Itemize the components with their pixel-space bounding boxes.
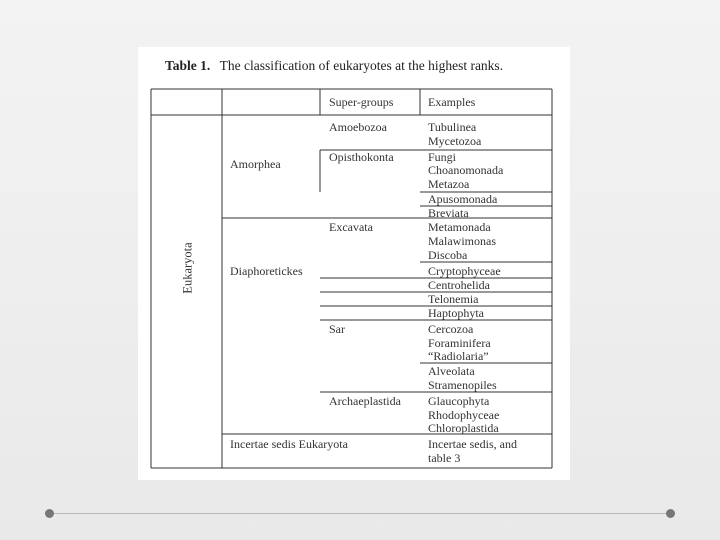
caption-label: Table 1. xyxy=(165,58,211,73)
example-tubulinea: Tubulinea xyxy=(428,120,477,134)
supergroup-amoebozoa: Amoebozoa xyxy=(329,120,387,134)
example-choanomonada: Choanomonada xyxy=(428,163,504,177)
example-breviata: Breviata xyxy=(428,206,469,220)
supergroup-opisthokonta: Opisthokonta xyxy=(329,150,394,164)
supergroup-sar: Sar xyxy=(329,322,345,336)
supergroup-excavata: Excavata xyxy=(329,220,373,234)
example-metamonada: Metamonada xyxy=(428,220,491,234)
example-incertae-sedis: Incertae sedis, and xyxy=(428,437,517,451)
example-foraminifera: Foraminifera xyxy=(428,336,491,350)
example-discoba: Discoba xyxy=(428,248,468,262)
supergroup-archaeplastida: Archaeplastida xyxy=(329,394,401,408)
example-alveolata: Alveolata xyxy=(428,364,475,378)
example-mycetozoa: Mycetozoa xyxy=(428,134,482,148)
example-cercozoa: Cercozoa xyxy=(428,322,474,336)
header-examples: Examples xyxy=(428,95,476,109)
example-telonemia: Telonemia xyxy=(428,292,479,306)
example-stramenopiles: Stramenopiles xyxy=(428,378,497,392)
example-chloroplastida: Chloroplastida xyxy=(428,421,499,435)
example-haptophyta: Haptophyta xyxy=(428,306,484,320)
example-rhodophyceae: Rhodophyceae xyxy=(428,408,500,422)
clade-amorphea: Amorphea xyxy=(230,157,281,171)
example-fungi: Fungi xyxy=(428,150,457,164)
clade-diaphoretickes: Diaphoretickes xyxy=(230,264,303,278)
example-cryptophyceae: Cryptophyceae xyxy=(428,264,501,278)
example-glaucophyta: Glaucophyta xyxy=(428,394,490,408)
example-malawimonas: Malawimonas xyxy=(428,234,496,248)
caption-text: The classification of eukaryotes at the highest ranks. xyxy=(219,58,504,73)
example-metazoa: Metazoa xyxy=(428,177,470,191)
eukaryota-label: Eukaryota xyxy=(180,242,195,294)
clade-incertae-sedis: Incertae sedis Eukaryota xyxy=(230,437,348,451)
example-table-3: table 3 xyxy=(428,451,461,465)
example-apusomonada: Apusomonada xyxy=(428,192,498,206)
header-supergroups: Super-groups xyxy=(329,95,394,109)
example-centrohelida: Centrohelida xyxy=(428,278,490,292)
example-radiolaria: “Radiolaria” xyxy=(428,349,489,363)
